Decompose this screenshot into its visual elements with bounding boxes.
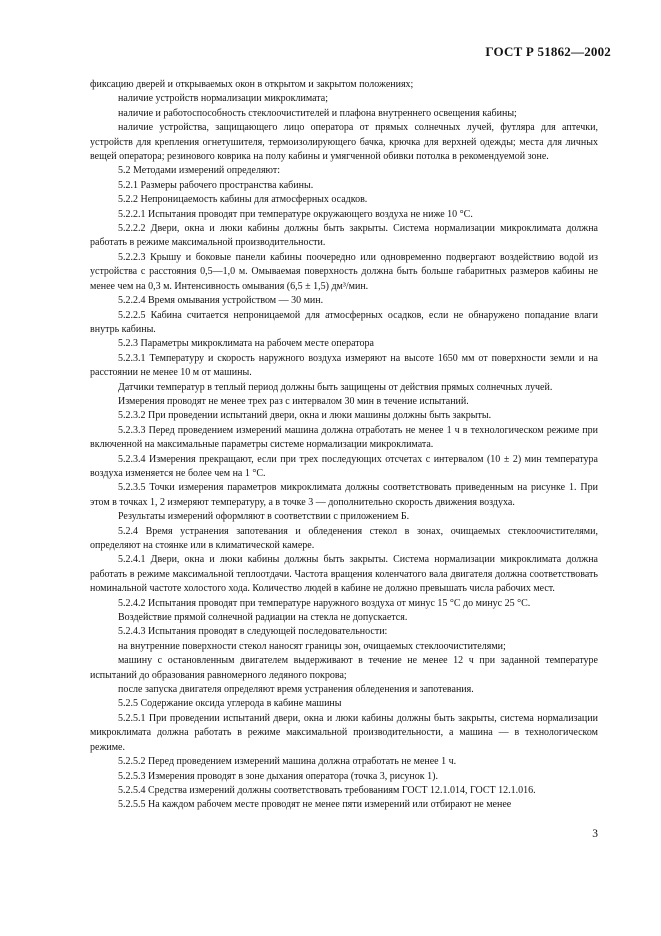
paragraph: 5.2.2.4 Время омывания устройством — 30 мин. — [118, 295, 324, 307]
paragraph: 5.2 Методами измерений определяют: — [118, 165, 281, 177]
paragraph: 5.2.2.2 Двери, окна и люки кабины должны быть закрыты. Система нормализации микроклимата должна работать в режиме максимальной производительности. — [90, 223, 598, 249]
paragraph: 5.2.3.3 Перед проведением измерений машина должна отработать не менее 1 ч в технологическом режиме при включенной на максимальные параметры системе нормализации микроклимата. — [90, 424, 598, 451]
paragraph: наличие устройства, защищающего лицо оператора от прямых солнечных лучей, футляра для аптечки, устройств для крепления огнетушителя, термоизолирующего бачка, крючка для верхней одежды; места для личных вещей оператора; резинового коврика на полу кабины и умягченной обивки потолка в рекомендуемой зоне. — [90, 122, 598, 163]
paragraph: на внутренние поверхности стекол наносят границы зон, очищаемых стеклоочистителями; — [118, 640, 506, 652]
paragraph: 5.2.4 Время устранения запотевания и обледенения стекол в зонах, очищаемых стеклоочистителями, определяют на стоянке или в климатической камере. — [90, 525, 598, 551]
document-body — [90, 78, 598, 813]
paragraph: после запуска двигателя определяют время устранения обледенения и запотевания. — [118, 684, 474, 696]
paragraph: 5.2.2.5 Кабина считается непроницаемой для атмосферных осадков, если не обнаружено попадание влаги внутрь кабины. — [90, 309, 598, 335]
paragraph: Результаты измерений оформляют в соответствии с приложением Б. — [118, 511, 410, 523]
document-header: ГОСТ Р 51862—2002 — [485, 44, 611, 59]
paragraph: 5.2.3.4 Измерения прекращают, если при трех последующих отсчетах с интервалом (10 ± 2) мин температура воздуха изменяется не более чем на 1 °С. — [90, 453, 598, 479]
paragraph: 5.2.2.1 Испытания проводят при температуре окружающего воздуха не ниже 10 °С. — [118, 208, 473, 220]
paragraph: 5.2.3.2 При проведении испытаний двери, окна и люки машины должны быть закрыты. — [118, 410, 492, 422]
paragraph: 5.2.5 Содержание оксида углерода в кабине машины — [118, 698, 342, 710]
page-number: 3 — [592, 828, 598, 840]
paragraph: Датчики температур в теплый период должны быть защищены от действия прямых солнечных лучей. — [118, 381, 553, 393]
paragraph: 5.2.2.3 Крышу и боковые панели кабины поочередно или одновременно подвергают воздействию водой из устройства с расстояния 0,5—1,0 м. Омываемая поверхность должна быть больше габаритных размеров кабины не менее чем на 0,3 м. Интенсивность омывания (6,5 ± 1,5) дм³/мин. — [90, 251, 598, 292]
paragraph: 5.2.3 Параметры микроклимата на рабочем месте оператора — [118, 338, 374, 350]
paragraph: 5.2.4.3 Испытания проводят в следующей последовательности: — [118, 626, 388, 638]
paragraph: 5.2.2 Непроницаемость кабины для атмосферных осадков. — [118, 194, 368, 206]
paragraph: 5.2.3.5 Точки измерения параметров микроклимата должны соответствовать приведенным на рисунке 1. При этом в точках 1, 2 измеряют температуру, а в точке 3 — дополнительно скорость движения воздуха. — [90, 482, 598, 508]
paragraph: наличие и работоспособность стеклоочистителей и плафона внутреннего освещения кабины; — [118, 107, 517, 119]
paragraph: 5.2.4.1 Двери, окна и люки кабины должны быть закрыты. Система нормализации микроклимата должна работать в режиме максимальной теплоотдачи. Частота вращения коленчатого вала двигателя должна соответствовать номинальной частоте холостого хода. Количество людей в кабине не должно превышать числа рабочих мест. — [90, 554, 598, 595]
paragraph: 5.2.5.1 При проведении испытаний двери, окна и люки кабины должны быть закрыты, система нормализации микроклимата должна работать в режиме максимальной производительности, а машина — в технологическом режиме. — [90, 712, 598, 753]
paragraph: Воздействие прямой солнечной радиации на стекла не допускается. — [118, 612, 408, 624]
paragraph: 5.2.5.5 На каждом рабочем месте проводят не менее пяти измерений или отбирают не менее — [118, 799, 512, 811]
paragraph: машину с остановленным двигателем выдерживают в течение не менее 12 ч при заданной температуре испытаний до образования равномерного ледяного покрова; — [90, 655, 598, 681]
paragraph: Измерения проводят не менее трех раз с интервалом 30 мин в течение испытаний. — [118, 395, 469, 407]
paragraph: 5.2.5.3 Измерения проводят в зоне дыхания оператора (точка 3, рисунок 1). — [118, 770, 438, 782]
paragraph: 5.2.3.1 Температуру и скорость наружного воздуха измеряют на высоте 1650 мм от поверхности земли и на расстоянии не менее 10 м от машины. — [90, 352, 598, 379]
paragraph: 5.2.5.4 Средства измерений должны соответствовать требованиям ГОСТ 12.1.014, ГОСТ 12.1.016. — [118, 784, 536, 796]
paragraph: 5.2.4.2 Испытания проводят при температуре наружного воздуха от минус 15 °С до минус 25 °С. — [118, 597, 531, 609]
paragraph: фиксацию дверей и открываемых окон в открытом и закрытом положениях; — [90, 79, 414, 90]
paragraph: наличие устройств нормализации микроклимата; — [118, 93, 329, 105]
paragraph: 5.2.1 Размеры рабочего пространства кабины. — [118, 179, 314, 191]
paragraph: 5.2.5.2 Перед проведением измерений машина должна отработать не менее 1 ч. — [118, 756, 457, 768]
